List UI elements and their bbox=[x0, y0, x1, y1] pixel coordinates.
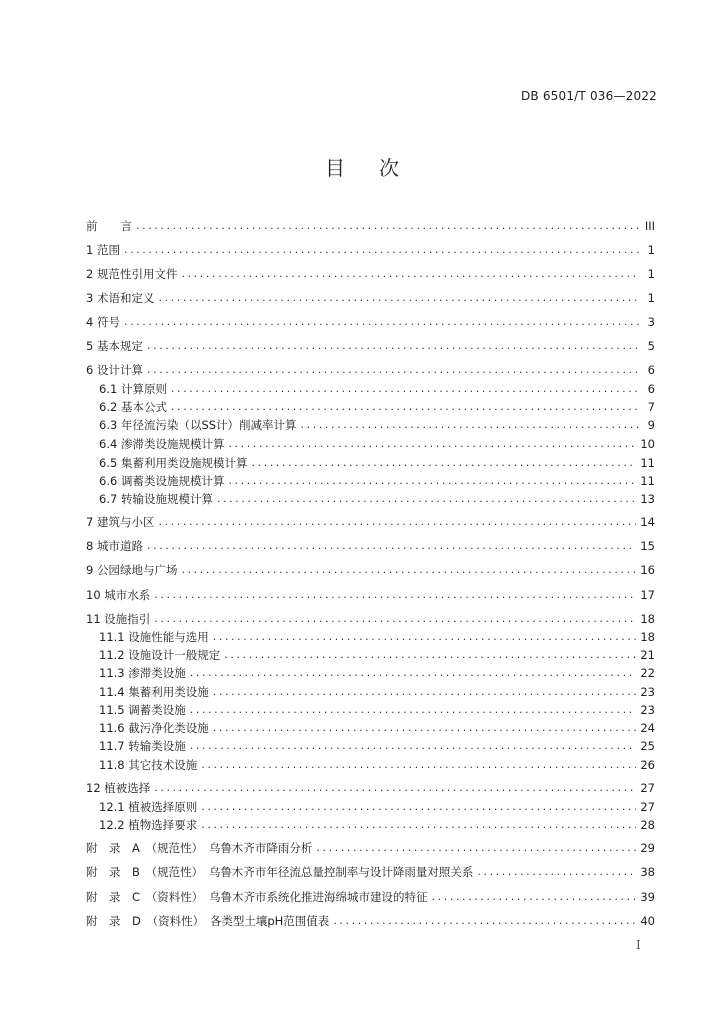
toc-entry-page: 28 bbox=[640, 818, 655, 832]
toc-entry-label: 11.1 设施性能与选用 bbox=[99, 630, 209, 644]
toc-entry[interactable] bbox=[86, 780, 655, 796]
toc-entry[interactable] bbox=[86, 290, 655, 306]
toc-entry[interactable] bbox=[86, 314, 655, 330]
toc-entry[interactable] bbox=[86, 889, 655, 905]
toc-entry[interactable] bbox=[86, 587, 655, 603]
toc-entry-label: 6.1 计算原则 bbox=[99, 382, 167, 396]
toc-leader-dots bbox=[316, 840, 636, 856]
toc-leader-dots bbox=[154, 587, 636, 603]
toc-entry-page: 6 bbox=[647, 382, 655, 396]
toc-entry[interactable] bbox=[99, 720, 655, 736]
toc-entry-page: 29 bbox=[640, 841, 655, 855]
toc-entry-label: 12.1 植被选择原则 bbox=[99, 800, 198, 814]
toc-entry[interactable] bbox=[86, 538, 655, 554]
toc-entry[interactable] bbox=[99, 473, 655, 489]
toc-leader-dots bbox=[136, 218, 639, 234]
toc-leader-dots bbox=[213, 629, 637, 645]
toc-leader-dots bbox=[201, 799, 636, 815]
toc-entry[interactable] bbox=[99, 738, 655, 754]
toc-entry-label: 11.7 转输类设施 bbox=[99, 739, 186, 753]
toc-entry-page: 16 bbox=[640, 563, 655, 577]
toc-entry-label: 11.6 截污净化类设施 bbox=[99, 721, 209, 735]
toc-entry-page: 14 bbox=[640, 515, 655, 529]
toc-leader-dots bbox=[158, 290, 639, 306]
toc-entry-page: 11 bbox=[640, 474, 655, 488]
toc-entry[interactable] bbox=[86, 611, 655, 627]
toc-leader-dots bbox=[124, 242, 639, 258]
toc-entry-label: 11.4 集蓄利用类设施 bbox=[99, 685, 209, 699]
toc-entry-label: 6.5 集蓄利用类设施规模计算 bbox=[99, 456, 248, 470]
toc-entry-page: 25 bbox=[640, 739, 655, 753]
toc-entry-page: III bbox=[644, 219, 655, 233]
toc-entry-page: 39 bbox=[640, 890, 655, 904]
toc-leader-dots bbox=[147, 362, 639, 378]
toc-entry-label: 10 城市水系 bbox=[86, 588, 151, 602]
toc-leader-dots bbox=[171, 399, 639, 415]
toc-entry[interactable] bbox=[99, 757, 655, 773]
toc-entry-page: 23 bbox=[640, 703, 655, 717]
toc-entry[interactable] bbox=[86, 266, 655, 282]
toc-entry[interactable] bbox=[99, 817, 655, 833]
toc-leader-dots bbox=[301, 417, 639, 433]
toc-entry-label: 11 设施指引 bbox=[86, 612, 151, 626]
toc-entry-label: 1 范围 bbox=[86, 243, 120, 257]
toc-entry-label: 附 录 B （规范性） 乌鲁木齐市年径流总量控制率与设计降雨量对照关系 bbox=[86, 865, 474, 879]
toc-entry[interactable] bbox=[99, 629, 655, 645]
toc-entry[interactable] bbox=[99, 417, 655, 433]
toc-entry[interactable] bbox=[99, 665, 655, 681]
toc-entry-label: 6.2 基本公式 bbox=[99, 400, 167, 414]
document-code: DB 6501/T 036—2022 bbox=[520, 89, 657, 103]
toc-entry-page: 23 bbox=[640, 685, 655, 699]
toc-leader-dots bbox=[201, 817, 636, 833]
toc-entry[interactable] bbox=[99, 381, 655, 397]
toc-entry-label: 附 录 A （规范性） 乌鲁木齐市降雨分析 bbox=[86, 841, 313, 855]
toc-leader-dots bbox=[201, 757, 636, 773]
toc-entry-label: 9 公园绿地与广场 bbox=[86, 563, 178, 577]
toc-entry[interactable] bbox=[99, 436, 655, 452]
toc-leader-dots bbox=[181, 266, 639, 282]
toc-leader-dots bbox=[147, 538, 636, 554]
page-number: I bbox=[636, 938, 641, 952]
toc-entry[interactable] bbox=[86, 338, 655, 354]
toc-entry-label: 6.7 转输设施规模计算 bbox=[99, 492, 213, 506]
toc-entry-label: 前 言 bbox=[86, 219, 132, 233]
toc-entry[interactable] bbox=[99, 799, 655, 815]
toc-entry-label: 7 建筑与小区 bbox=[86, 515, 155, 529]
toc-entry-page: 6 bbox=[647, 363, 655, 377]
toc-entry[interactable] bbox=[99, 399, 655, 415]
toc-leader-dots bbox=[190, 665, 637, 681]
toc-leader-dots bbox=[251, 455, 636, 471]
toc-entry-label: 8 城市道路 bbox=[86, 539, 143, 553]
toc-entry-label: 11.3 渗滞类设施 bbox=[99, 666, 186, 680]
toc-entry-page: 10 bbox=[640, 437, 655, 451]
toc-leader-dots bbox=[228, 473, 636, 489]
toc-entry-page: 17 bbox=[640, 588, 655, 602]
toc-leader-dots bbox=[477, 864, 636, 880]
toc-entry-page: 1 bbox=[647, 243, 655, 257]
toc-entry-page: 38 bbox=[640, 865, 655, 879]
toc-entry-label: 4 符号 bbox=[86, 315, 120, 329]
toc-entry-label: 12.2 植物选择要求 bbox=[99, 818, 198, 832]
toc-entry-label: 11.2 设施设计一般规定 bbox=[99, 648, 221, 662]
toc-entry-page: 7 bbox=[647, 400, 655, 414]
toc-leader-dots bbox=[228, 436, 636, 452]
toc-entry-page: 18 bbox=[640, 612, 655, 626]
toc-entry-page: 21 bbox=[640, 648, 655, 662]
toc-entry-page: 24 bbox=[640, 721, 655, 735]
toc-leader-dots bbox=[181, 562, 636, 578]
toc-entry-page: 1 bbox=[647, 267, 655, 281]
toc-leader-dots bbox=[171, 381, 639, 397]
toc-entry-label: 3 术语和定义 bbox=[86, 291, 155, 305]
toc-entry-label: 11.5 调蓄类设施 bbox=[99, 703, 186, 717]
toc-entry-page: 26 bbox=[640, 758, 655, 772]
toc-entry[interactable] bbox=[86, 362, 655, 378]
toc-entry-label: 附 录 C （资料性） 乌鲁木齐市系统化推进海绵城市建设的特征 bbox=[86, 890, 428, 904]
toc-entry[interactable] bbox=[99, 684, 655, 700]
toc-entry-page: 1 bbox=[647, 291, 655, 305]
page-title: 目次 bbox=[325, 156, 433, 180]
toc-entry-page: 40 bbox=[640, 914, 655, 928]
toc-leader-dots bbox=[333, 913, 636, 929]
toc-entry-page: 15 bbox=[640, 539, 655, 553]
toc-entry-page: 27 bbox=[640, 800, 655, 814]
toc-entry-label: 6.6 调蓄类设施规模计算 bbox=[99, 474, 225, 488]
toc-entry-page: 11 bbox=[640, 456, 655, 470]
toc-entry-label: 11.8 其它技术设施 bbox=[99, 758, 198, 772]
toc-entry[interactable] bbox=[86, 562, 655, 578]
toc-entry-label: 附 录 D （资料性） 各类型土壤pH范围值表 bbox=[86, 914, 330, 928]
toc-leader-dots bbox=[154, 611, 636, 627]
toc-entry-page: 5 bbox=[647, 339, 655, 353]
toc-entry-page: 27 bbox=[640, 781, 655, 795]
toc-entry[interactable] bbox=[99, 647, 655, 663]
toc-entry[interactable] bbox=[86, 913, 655, 929]
toc-entry[interactable] bbox=[86, 864, 655, 880]
toc-entry-page: 13 bbox=[640, 492, 655, 506]
toc-entry-page: 9 bbox=[647, 418, 655, 432]
toc-leader-dots bbox=[190, 738, 637, 754]
toc-entry-page: 22 bbox=[640, 666, 655, 680]
toc-entry[interactable] bbox=[99, 455, 655, 471]
toc-leader-dots bbox=[124, 314, 639, 330]
toc-entry-label: 6 设计计算 bbox=[86, 363, 143, 377]
toc-leader-dots bbox=[190, 702, 637, 718]
toc-leader-dots bbox=[432, 889, 637, 905]
toc-entry-label: 6.4 渗滞类设施规模计算 bbox=[99, 437, 225, 451]
toc-entry[interactable] bbox=[86, 514, 655, 530]
toc-entry[interactable] bbox=[99, 702, 655, 718]
toc-leader-dots bbox=[147, 338, 639, 354]
toc-leader-dots bbox=[213, 720, 637, 736]
toc-entry-label: 6.3 年径流污染（以SS计）削减率计算 bbox=[99, 418, 297, 432]
toc-entry[interactable] bbox=[86, 218, 655, 234]
toc-leader-dots bbox=[213, 684, 637, 700]
toc-leader-dots bbox=[224, 647, 636, 663]
toc-entry-label: 12 植被选择 bbox=[86, 781, 151, 795]
toc-entry[interactable] bbox=[86, 840, 655, 856]
toc-entry-label: 2 规范性引用文件 bbox=[86, 267, 178, 281]
toc-entry[interactable] bbox=[99, 491, 655, 507]
toc-entry-page: 3 bbox=[647, 315, 655, 329]
toc-entry-page: 18 bbox=[640, 630, 655, 644]
toc-leader-dots bbox=[217, 491, 636, 507]
toc-entry[interactable] bbox=[86, 242, 655, 258]
toc-leader-dots bbox=[154, 780, 636, 796]
toc-entry-label: 5 基本规定 bbox=[86, 339, 143, 353]
toc-leader-dots bbox=[158, 514, 636, 530]
